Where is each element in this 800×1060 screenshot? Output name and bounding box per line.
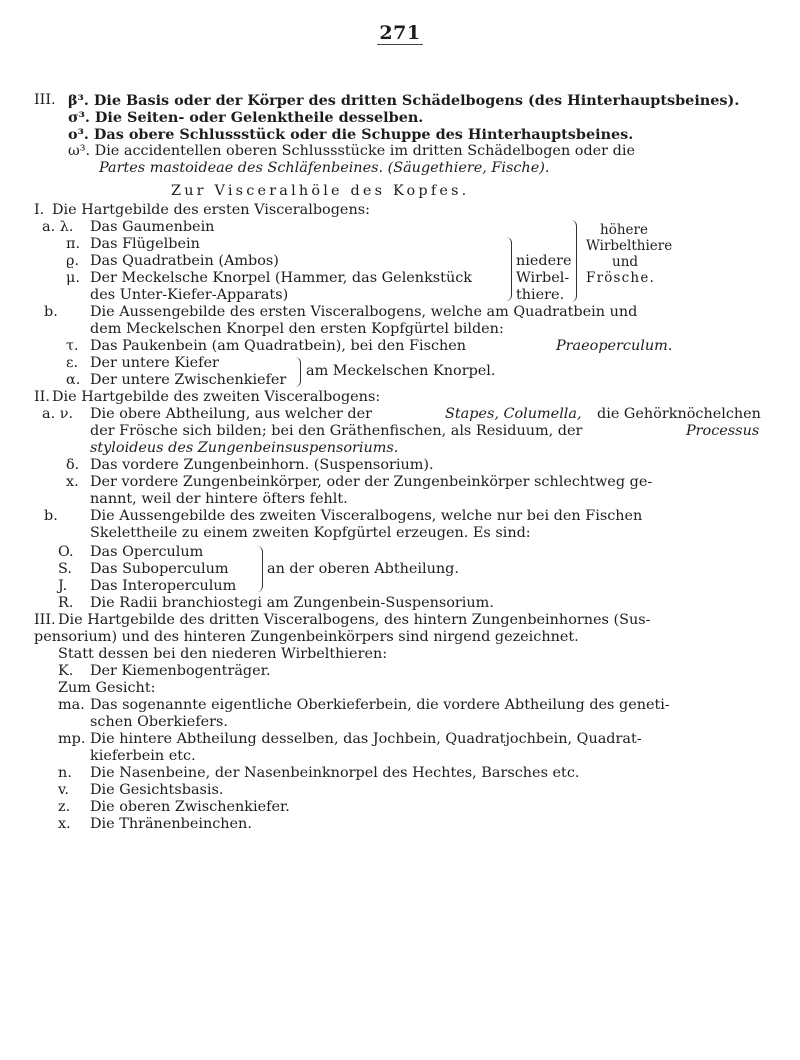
item-marker: ε. (66, 355, 79, 371)
text-line: Die Thränenbeinchen. (90, 816, 252, 832)
text-line: ω³. Die accidentellen oberen Schlussstücke im dritten Schädelbogen oder die (68, 143, 635, 159)
text-line: der Frösche sich bilden; bei den Gräthenfischen, als Residuum, der (90, 423, 583, 439)
inline-praeoperculum: Praeoperculum. (556, 338, 673, 354)
text-line: nannt, weil der hintere öfters fehlt. (90, 491, 348, 507)
text-line: Die Radii branchiostegi am Zungenbein-Suspensorium. (90, 595, 494, 611)
item-marker: ϱ. (66, 253, 80, 269)
item-marker: v. (58, 782, 69, 798)
page-number: 271 (379, 22, 421, 44)
item-marker: x. (66, 474, 79, 490)
item-marker: J. (58, 578, 68, 594)
text-line: Die Nasenbeine, der Nasenbeinknorpel des Hechtes, Barsches etc. (90, 765, 580, 781)
text-line: des Unter-Kiefer-Apparats) (90, 287, 289, 303)
text-line: Die Aussengebilde des ersten Visceralbogens, welche am Quadratbein und (90, 304, 638, 320)
item-marker: x. (58, 816, 71, 832)
brace-hoehere (570, 220, 577, 302)
text-line: β³. Die Basis oder der Körper des dritten Schädelbogens (des Hinterhauptsbeines). (68, 92, 740, 109)
brace-opercula (256, 546, 263, 592)
text-line: Partes mastoideae des Schläfenbeines. (Säugethiere, Fische). (99, 160, 550, 176)
text-line: Der Meckelsche Knorpel (Hammer, das Gelenkstück (90, 270, 473, 286)
item-marker: III. (34, 612, 56, 628)
text-line: Statt dessen bei den niederen Wirbelthieren: (58, 646, 388, 662)
text-line: Die Gesichtsbasis. (90, 782, 224, 798)
und-label: und (612, 254, 639, 270)
text-line: Die obere Abtheilung, aus welcher der (90, 406, 373, 422)
item-marker: δ. (66, 457, 80, 473)
text-line: σ³. Die Seiten- oder Gelenktheile desselben. (68, 109, 424, 126)
am-meckel-label: am Meckelschen Knorpel. (306, 363, 496, 379)
text-line: Die Aussengebilde des zweiten Visceralbogens, welche nur bei den Fischen (90, 508, 643, 524)
item-marker: μ. (66, 270, 80, 286)
niedere-label: niedere (516, 253, 572, 269)
item-marker: π. (66, 236, 81, 252)
text-line: dem Meckelschen Knorpel den ersten Kopfgürtel bilden: (90, 321, 504, 337)
item-marker: ma. (58, 697, 85, 713)
text-line: schen Oberkiefers. (90, 714, 228, 730)
text-line: Skelettheile zu einem zweiten Kopfgürtel erzeugen. Es sind: (90, 525, 531, 541)
an-der-oberen-label: an der oberen Abtheilung. (267, 561, 459, 577)
item-marker: S. (58, 561, 72, 577)
text-line: Der untere Zwischenkiefer (90, 372, 287, 388)
text-line: o³. Das obere Schlussstück oder die Schuppe des Hinterhauptsbeines. (68, 126, 634, 143)
item-marker: O. (58, 544, 74, 560)
item-marker: n. (58, 765, 72, 781)
item-marker: b. (44, 304, 58, 320)
text-line: Die oberen Zwischenkiefer. (90, 799, 290, 815)
item-marker: mp. (58, 731, 86, 747)
text-line: Das sogenannte eigentliche Oberkieferbein, die vordere Abtheilung des geneti- (90, 697, 670, 713)
text-line: pensorium) und des hinteren Zungenbeinkörpers sind nirgend gezeichnet. (34, 629, 579, 645)
text-line: Die Hartgebilde des zweiten Visceralbogens: (52, 389, 381, 405)
text-line: Das Interoperculum (90, 578, 237, 594)
text-line: Der untere Kiefer (90, 355, 219, 371)
text-line: Das Quadratbein (Ambos) (90, 253, 279, 269)
text-line: Der Kiemenbogenträger. (90, 663, 271, 679)
froesche-label: Frösche. (586, 270, 656, 286)
item-marker: III. (34, 92, 56, 108)
text-line: Die Hartgebilde des dritten Visceralbogens, des hintern Zungenbeinhornes (Sus- (58, 612, 651, 628)
text-line: Das Gaumenbein (90, 219, 215, 235)
text-line: styloideus des Zungenbeinsuspensoriums. (90, 440, 399, 456)
item-marker: K. (58, 663, 74, 679)
text-line: Das vordere Zungenbeinhorn. (Suspensorium). (90, 457, 434, 473)
item-marker: II. (34, 389, 50, 405)
hoehere-label: höhere (600, 222, 648, 238)
wirbel-label: Wirbel- (516, 270, 570, 286)
text-line: Das Flügelbein (90, 236, 200, 252)
text-line: Die Hartgebilde des ersten Visceralbogens: (52, 202, 370, 218)
inline-processus: Processus (686, 423, 760, 439)
text-line: Das Suboperculum (90, 561, 229, 577)
item-marker: a. λ. (42, 219, 74, 235)
wirbelthiere-label: Wirbelthiere (586, 238, 673, 254)
inline-stapes-columella: Stapes, Columella, (445, 406, 582, 422)
text-line: kieferbein etc. (90, 748, 196, 764)
text-line: Zum Gesicht: (58, 680, 156, 696)
item-marker: α. (66, 372, 81, 388)
text-line: Zur Visceralhöle des Kopfes. (171, 183, 470, 199)
text-line: Die hintere Abtheilung desselben, das Jochbein, Quadratjochbein, Quadrat- (90, 731, 642, 747)
text-line: Der vordere Zungenbeinkörper, oder der Zungenbeinkörper schlechtweg ge- (90, 474, 653, 490)
brace-lower-jaw (294, 357, 301, 387)
text-line: Das Paukenbein (am Quadratbein), bei den Fischen (90, 338, 467, 354)
item-marker: R. (58, 595, 74, 611)
inline-gehoer: die Gehörknöchelchen (597, 406, 761, 422)
item-marker: τ. (66, 338, 79, 354)
item-marker: z. (58, 799, 71, 815)
text-line: Das Operculum (90, 544, 204, 560)
item-marker: I. (34, 202, 45, 218)
thiere-label: thiere. (516, 287, 565, 303)
item-marker: b. (44, 508, 58, 524)
brace-niedere (505, 237, 512, 301)
item-marker: a. ν. (42, 406, 74, 422)
